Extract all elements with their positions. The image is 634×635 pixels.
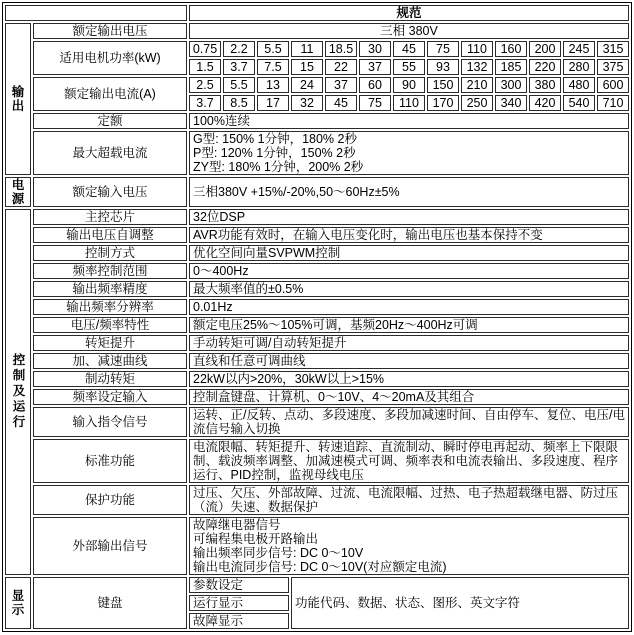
row-label-max-overload: 最大超载电流 bbox=[33, 131, 187, 175]
num-cell: 340 bbox=[495, 95, 527, 111]
num-cell: 540 bbox=[563, 95, 595, 111]
display-subrow-run-display: 运行显示 bbox=[189, 595, 289, 611]
row-label-vf-characteristic: 电压/频率特性 bbox=[33, 317, 187, 333]
num-cell: 600 bbox=[597, 77, 629, 93]
row-label-accel-decel-curve: 加、减速曲线 bbox=[33, 353, 187, 369]
table-row bbox=[5, 209, 629, 225]
num-cell: 17 bbox=[257, 95, 289, 111]
num-cell: 75 bbox=[359, 95, 391, 111]
table-row bbox=[5, 281, 629, 297]
num-cell: 300 bbox=[495, 77, 527, 93]
num-cell: 170 bbox=[427, 95, 459, 111]
row-label-freq-range: 频率控制范围 bbox=[33, 263, 187, 279]
table-row bbox=[5, 299, 629, 315]
num-cell: 55 bbox=[393, 59, 425, 75]
row-label-avr: 输出电压自调整 bbox=[33, 227, 187, 243]
display-subrow-fault-display: 故障显示 bbox=[189, 613, 289, 629]
value-freq-setting-input: 控制盒键盘、计算机、0～10V、4～20mA及其组合 bbox=[189, 389, 629, 405]
num-cell: 2.5 bbox=[189, 77, 221, 93]
header-row bbox=[5, 5, 629, 21]
overload-line-p: P型: 120% 1分钟，150% 2秒 bbox=[193, 146, 356, 160]
table-row bbox=[5, 23, 629, 39]
num-cell: 22 bbox=[325, 59, 357, 75]
value-standard-functions: 电流限幅、转矩提升、转速追踪、直流制动、瞬时停电再起动、频率上下限限制、载波频率调整、加减速模式可调、频率表和电流表输出、多段速度、程序运行、PID控制，监视母线电压 bbox=[189, 439, 629, 483]
num-cell: 160 bbox=[495, 41, 527, 57]
num-cell: 60 bbox=[359, 77, 391, 93]
row-label-freq-resolution: 输出频率分辨率 bbox=[33, 299, 187, 315]
num-cell: 37 bbox=[325, 77, 357, 93]
table-row bbox=[5, 353, 629, 369]
num-cell: 30 bbox=[359, 41, 391, 57]
num-cell: 7.5 bbox=[257, 59, 289, 75]
num-cell: 32 bbox=[291, 95, 323, 111]
value-freq-accuracy: 最大频率值的±0.5% bbox=[189, 281, 629, 297]
row-label-brake-torque: 制动转矩 bbox=[33, 371, 187, 387]
num-cell: 200 bbox=[529, 41, 561, 57]
num-cell: 110 bbox=[393, 95, 425, 111]
category-output: 输出 bbox=[5, 23, 31, 175]
value-main-chip: 32位DSP bbox=[189, 209, 629, 225]
row-label-torque-boost: 转矩提升 bbox=[33, 335, 187, 351]
row-label-rated-output-current: 额定输出电流(A) bbox=[33, 77, 187, 111]
overload-line-zy: ZY型: 180% 1分钟，200% 2秒 bbox=[193, 160, 364, 174]
num-cell: 132 bbox=[461, 59, 493, 75]
value-rating: 100%连续 bbox=[189, 113, 629, 129]
table-row bbox=[5, 577, 629, 593]
external-output-line-4: 输出电流同步信号: DC 0～10V(对应额定电流) bbox=[193, 560, 447, 574]
table-row bbox=[5, 113, 629, 129]
num-cell: 0.75 bbox=[189, 41, 221, 57]
value-rated-input-voltage: 三相380V +15%/-20%,50～60Hz±5% bbox=[189, 177, 629, 207]
value-freq-resolution: 0.01Hz bbox=[189, 299, 629, 315]
num-cell: 280 bbox=[563, 59, 595, 75]
row-label-rated-input-voltage: 额定输入电压 bbox=[33, 177, 187, 207]
table-row bbox=[5, 177, 629, 207]
table-row bbox=[5, 517, 629, 575]
value-brake-torque: 22kW以内>20%，30kW以上>15% bbox=[189, 371, 629, 387]
num-cell: 5.5 bbox=[257, 41, 289, 57]
num-cell: 315 bbox=[597, 41, 629, 57]
value-avr: AVR功能有效时，在输入电压变化时，输出电压也基本保持不变 bbox=[189, 227, 629, 243]
value-vf-characteristic: 额定电压25%～105%可调，基频20Hz～400Hz可调 bbox=[189, 317, 629, 333]
num-cell: 3.7 bbox=[223, 59, 255, 75]
num-cell: 210 bbox=[461, 77, 493, 93]
row-label-rating: 定额 bbox=[33, 113, 187, 129]
num-cell: 11 bbox=[291, 41, 323, 57]
category-control bbox=[5, 209, 31, 575]
value-control-mode: 优化空间向量SVPWM控制 bbox=[189, 245, 629, 261]
num-cell: 380 bbox=[529, 77, 561, 93]
num-cell: 220 bbox=[529, 59, 561, 75]
num-cell: 1.5 bbox=[189, 59, 221, 75]
row-label-external-output-signal: 外部输出信号 bbox=[33, 517, 187, 575]
num-cell: 75 bbox=[427, 41, 459, 57]
num-cell: 3.7 bbox=[189, 95, 221, 111]
value-max-overload bbox=[189, 131, 629, 175]
value-display-content: 功能代码、数据、状态、图形、英文字符 bbox=[291, 577, 629, 629]
value-rated-output-voltage: 三相 380V bbox=[189, 23, 629, 39]
num-cell: 45 bbox=[393, 41, 425, 57]
table-row bbox=[5, 77, 629, 93]
row-label-freq-accuracy: 输出频率精度 bbox=[33, 281, 187, 297]
num-cell: 245 bbox=[563, 41, 595, 57]
category-control-label: 控制及运行 bbox=[11, 353, 25, 431]
value-external-output-signal bbox=[189, 517, 629, 575]
num-cell: 710 bbox=[597, 95, 629, 111]
num-cell: 480 bbox=[563, 77, 595, 93]
num-cell: 90 bbox=[393, 77, 425, 93]
table-row bbox=[5, 439, 629, 483]
num-cell: 5.5 bbox=[223, 77, 255, 93]
value-freq-range: 0～400Hz bbox=[189, 263, 629, 279]
table-row bbox=[5, 263, 629, 279]
external-output-line-3: 输出频率同步信号: DC 0～10V bbox=[193, 546, 364, 560]
table-row bbox=[5, 389, 629, 405]
num-cell: 45 bbox=[325, 95, 357, 111]
num-cell: 250 bbox=[461, 95, 493, 111]
value-protection-functions: 过压、欠压、外部故障、过流、电流限幅、过热、电子热超载继电器、防过压（流）失速、数据保护 bbox=[189, 485, 629, 515]
table-row bbox=[5, 131, 629, 175]
row-label-freq-setting-input: 频率设定输入 bbox=[33, 389, 187, 405]
display-subrow-parameter-setting: 参数设定 bbox=[189, 577, 289, 593]
category-power: 电源 bbox=[5, 177, 31, 207]
num-cell: 8.5 bbox=[223, 95, 255, 111]
table-row bbox=[5, 41, 629, 57]
table-row bbox=[5, 317, 629, 333]
num-cell: 150 bbox=[427, 77, 459, 93]
overload-line-g: G型: 150% 1分钟，180% 2秒 bbox=[193, 132, 357, 146]
row-label-keyboard: 键盘 bbox=[33, 577, 187, 629]
inverter-spec-table bbox=[2, 2, 632, 632]
row-label-motor-power: 适用电机功率(kW) bbox=[33, 41, 187, 75]
num-cell: 185 bbox=[495, 59, 527, 75]
value-torque-boost: 手动转矩可调/自动转矩提升 bbox=[189, 335, 629, 351]
corner-cell bbox=[5, 5, 187, 21]
row-label-protection-functions: 保护功能 bbox=[33, 485, 187, 515]
table-row bbox=[5, 335, 629, 351]
num-cell: 18.5 bbox=[325, 41, 357, 57]
category-display: 显示 bbox=[5, 577, 31, 629]
value-input-command-signal: 运转、正/反转、点动、多段速度、多段加减速时间、自由停车、复位、电压/电流信号输入切换 bbox=[189, 407, 629, 437]
num-cell: 420 bbox=[529, 95, 561, 111]
table-row bbox=[5, 371, 629, 387]
external-output-line-2: 可编程集电极开路输出 bbox=[193, 532, 319, 546]
num-cell: 13 bbox=[257, 77, 289, 93]
row-label-standard-functions: 标准功能 bbox=[33, 439, 187, 483]
external-output-line-1: 故障继电器信号 bbox=[193, 518, 281, 532]
row-label-main-chip: 主控芯片 bbox=[33, 209, 187, 225]
num-cell: 37 bbox=[359, 59, 391, 75]
table-row bbox=[5, 227, 629, 243]
num-cell: 24 bbox=[291, 77, 323, 93]
value-accel-decel-curve: 直线和任意可调曲线 bbox=[189, 353, 629, 369]
num-cell: 15 bbox=[291, 59, 323, 75]
num-cell: 375 bbox=[597, 59, 629, 75]
row-label-control-mode: 控制方式 bbox=[33, 245, 187, 261]
spec-title: 规范 bbox=[189, 5, 629, 21]
row-label-rated-output-voltage: 额定输出电压 bbox=[33, 23, 187, 39]
row-label-input-command-signal: 输入指令信号 bbox=[33, 407, 187, 437]
num-cell: 110 bbox=[461, 41, 493, 57]
num-cell: 93 bbox=[427, 59, 459, 75]
table-row bbox=[5, 407, 629, 437]
table-row bbox=[5, 245, 629, 261]
table-row bbox=[5, 485, 629, 515]
num-cell: 2.2 bbox=[223, 41, 255, 57]
